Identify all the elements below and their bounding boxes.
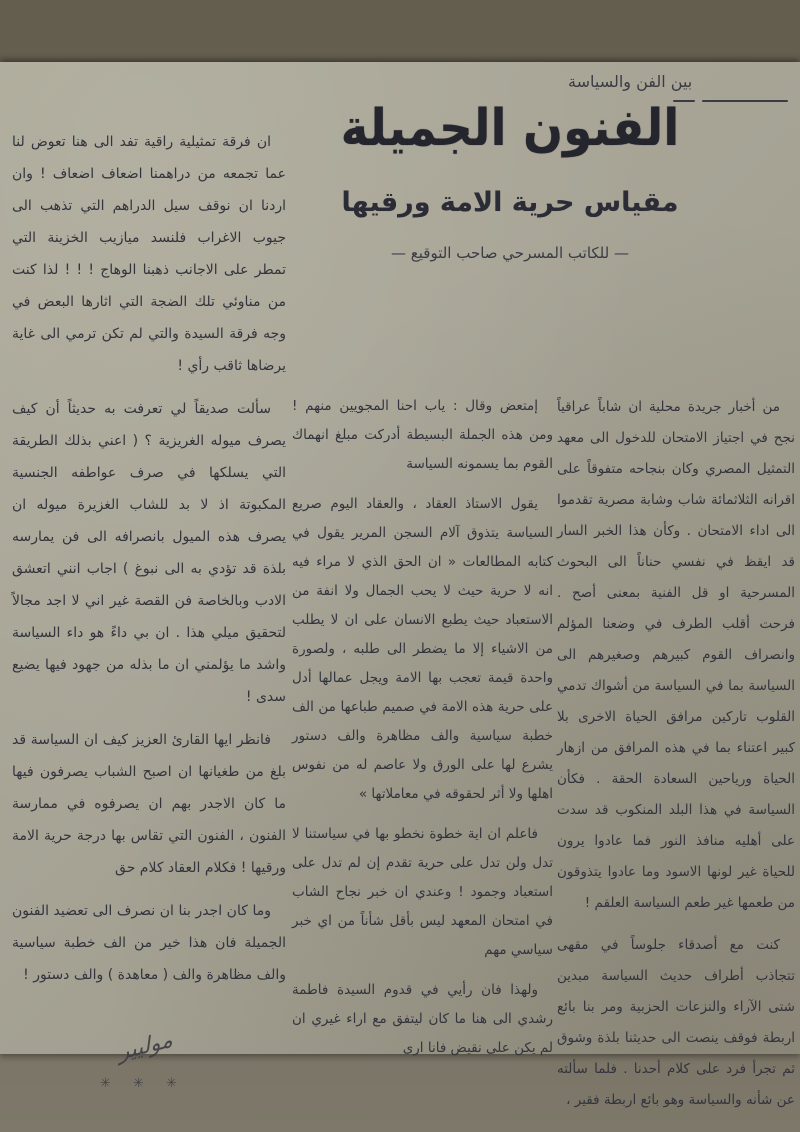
end-ornament: ✳ ✳ ✳ xyxy=(100,1076,186,1091)
paragraph: ان فرقة تمثيلية راقية تفد الى هنا تعوض لنا عما تجمعه من دراهمنا اضعاف اضعاف ! وان اردنا ان نوقف سيل الدراهم التي تذهب الى جيوب الاغراب فلنسد ميازيب الخزينة التي تمطر على الاجانب ذهبنا الوهاج ! ! ! لذا كنت من مناوئي تلك الضجة التي اثارها البعض في وجه فرقة السيدة والتي لم تكن ترمي الى غاية يرضاها ثاقب رأي ! xyxy=(12,134,286,374)
paragraph: كنت مع أصدقاء جلوساً في مقهى تتجاذب أطراف حديث السياسة مبدين شتى الآراء والنزعات الحزبية ومر بنا بائع اربطة فوقف ينصت الى حديثنا بلذة وشوق ثم تجرأ فرد على كلام أحدنا . فلما سألته عن شأنه والسياسة وهو بائع اربطة فقير ، xyxy=(557,937,795,1108)
paragraph: يقول الاستاذ العقاد ، والعقاد اليوم صريع السياسة يتذوق آلام السجن المرير يقول في كتابه المطالعات « ان الحق الذي لا مراء فيه انه لا حرية حيث لا يحب الجمال ولا انفة من الاستعباد حيث يطبع الانسان على ان لا يطلب من الاشياء إلا ما يضطر الى طلبه ، ولصورة واحدة قيمة تعجب بها الامة ويجل عمالها أدل على حرية هذه الامة في صميم طباعها من الف خطبة سياسية والف مظاهرة والف دستور يشرع لها على الورق ولا عاصم له من نفوس اهلها ولا أثر لحقوقه في معاملاتها » xyxy=(292,496,553,802)
paragraph: فانظر ايها القارئ العزيز كيف ان السياسة قد بلغ من طغيانها ان اصبح الشباب يصرفون فيها ما كان الاجدر بهم ان يصرفوه في ممارسة الفنون ، الفنون التي تقاس بها درجة حرية الامة ورقيها ! فكلام العقاد كلام حق xyxy=(12,732,286,876)
article-byline: — للكاتب المسرحي صاحب التوقيع — xyxy=(391,243,629,262)
column-right xyxy=(557,392,795,1127)
paragraph: ولهذا فان رأيي في قدوم السيدة فاطمة رشدي الى هنا ما كان ليتفق مع اراء غيري ان لم يكن على نقيض فانا ارى xyxy=(292,982,553,1056)
paragraph: وما كان اجدر بنا ان نصرف الى تعضيد الفنون الجميلة فان هذا خير من الف خطبة سياسية والف مظاهرة والف ( معاهدة ) والف دستور ! xyxy=(12,903,286,983)
paragraph: فاعلم ان اية خطوة نخطو بها في سياستنا لا تدل ولن تدل على حرية تقدم إن لم تدل على استعباد وجمود ! وعندي ان خبر نجاح الشاب في امتحان المعهد ليس بأقل شأناً من اي خبر سياسي مهم xyxy=(292,826,553,958)
headline-block xyxy=(295,100,725,262)
paragraph: سألت صديقاً لي تعرفت به حديثاً أن كيف يصرف ميوله الغريزية ؟ ( اعني بذلك الطريقة التي يسلكها في صرف عواطفه الجنسية المكبوتة اذ لا بد للشاب الغزيرة ميوله ان يصرف هذه الميول بانصرافه الى فن يمارسه بلذة قد تؤدي به الى نبوغ ) اجاب انني اتعشق الادب وبالخاصة فن القصة غير اني لا اجد مجالاً لتحقيق ميلي هذا . ان بي داءً هو داء السياسة واشد ما يؤلمني ان ما بذله من جهود فيها يضيع سدى ! xyxy=(12,401,286,705)
magazine-page xyxy=(0,62,800,1108)
column-middle xyxy=(292,392,553,1074)
paragraph: إمتعض وقال : ياب احنا المجويين منهم ! ومن هذه الجملة البسيطة أدركت مبلغ انهماك القوم بما يسمونه السياسة xyxy=(292,398,553,472)
author-signature: موليير xyxy=(117,1027,174,1066)
paragraph: من أخبار جريدة محلية ان شاباً عراقياً نجح في اجتياز الامتحان للدخول الى معهد التمثيل المصري وكان بنجاحه متفوقاً على اقرانه الثلاثمائة شاب وشابة مصرية تقدموا الى اداء الامتحان . وكأن هذا الخبر السار قد ايقظ في نفسي حناناً الى البحوث المسرحية او قل الفنية بمعنى أصح . فرحت أقلب الطرف في وضعنا المؤلم وانصراف القوم كبيرهم وصغيرهم الى السياسة بما في السياسة من أشواك تدمي القلوب تاركين مرافق الحياة الاخرى بلا كبير اعتناء بما في هذه المرافق من ازهار الحياة ورياحين السعادة الحقة . فكأن السياسة في هذا البلد المنكوب قد سدت على أهليه منافذ النور فما عادوا يرون للحياة غير لونها الاسود وما عادوا يتذوقون من طعمها غير طعم السياسة العلقم ! xyxy=(557,399,795,911)
section-label: بين الفن والسياسة xyxy=(568,72,693,91)
column-left xyxy=(12,126,286,1002)
article-subtitle: مقياس حرية الامة ورقيها xyxy=(341,186,679,218)
article-title: الفنون الجميلة xyxy=(340,98,680,159)
